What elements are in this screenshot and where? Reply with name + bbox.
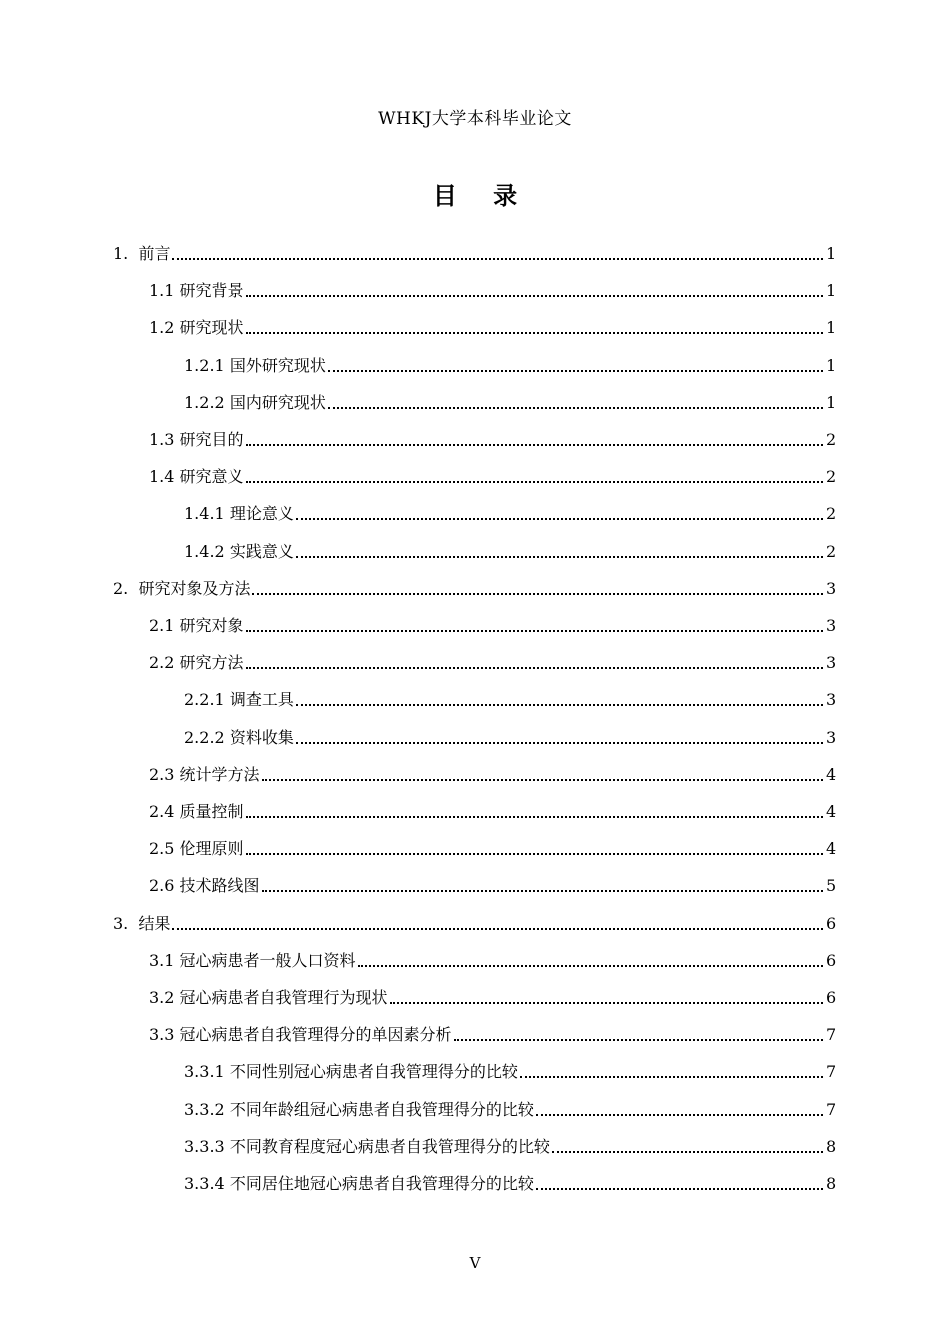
toc-entry-number: 3.1 (149, 950, 175, 970)
toc-entry-number: 2.2.1 (184, 690, 225, 710)
toc-entry-page: 1 (826, 355, 837, 375)
toc-entry-number: 2.6 (149, 876, 175, 896)
toc-entry-page: 8 (826, 1136, 837, 1156)
toc-entry-number: 2.2 (149, 653, 175, 673)
toc-entry-title: 冠心病患者自我管理得分的单因素分析 (179, 1025, 452, 1045)
toc-entry-number: 2.2.2 (184, 727, 225, 747)
dot-leader (246, 816, 823, 818)
toc-entry-number: 3.3.2 (184, 1099, 225, 1119)
toc-entry-title: 理论意义 (229, 504, 294, 524)
toc-entry-title: 前言 (138, 244, 171, 263)
toc-entry-number: 3.3 (149, 1025, 175, 1045)
dot-leader (390, 1002, 823, 1004)
toc-entry-number: 2.1 (149, 616, 175, 635)
toc-entry[interactable] (0, 872, 950, 896)
toc-entry[interactable] (0, 947, 950, 971)
toc-entry[interactable] (0, 1096, 950, 1120)
dot-leader (262, 779, 823, 781)
toc-entry-title: 研究方法 (179, 653, 244, 673)
toc-entry-title: 研究目的 (179, 430, 244, 449)
dot-leader (246, 481, 823, 483)
dot-leader (536, 1188, 823, 1190)
dot-leader (246, 630, 823, 632)
toc-entry[interactable] (0, 1133, 950, 1157)
toc-entry-number: 3.2 (149, 988, 175, 1007)
toc-entry-page: 1 (826, 392, 837, 412)
toc-entry-number: 1.4 (149, 467, 175, 487)
toc-entry-page: 6 (826, 913, 837, 933)
toc-entry-page: 4 (826, 802, 837, 821)
dot-leader (172, 928, 823, 930)
toc-entry-title: 研究对象 (179, 616, 244, 635)
dot-leader (252, 593, 823, 595)
dot-leader (536, 1114, 823, 1116)
toc-entry[interactable] (0, 910, 950, 934)
toc-entry-title: 冠心病患者自我管理行为现状 (179, 988, 388, 1007)
toc-entry-title: 研究背景 (179, 281, 244, 301)
toc-entry-page: 1 (826, 318, 837, 338)
toc-entry-page: 5 (826, 876, 837, 896)
toc-entry[interactable] (0, 1058, 950, 1082)
dot-leader (246, 444, 823, 446)
toc-entry-page: 1 (826, 244, 837, 263)
toc-entry-number: 3.3.4 (184, 1174, 225, 1193)
toc-entry[interactable] (0, 798, 950, 822)
toc-entry-number: 1. (113, 244, 129, 263)
dot-leader (296, 556, 823, 558)
dot-leader (358, 965, 823, 967)
toc-entry-page: 6 (826, 950, 837, 970)
dot-leader (296, 742, 823, 744)
dot-leader (246, 332, 823, 334)
toc-entry-title: 结果 (138, 913, 171, 933)
toc-entry[interactable] (0, 984, 950, 1008)
dot-leader (296, 518, 823, 520)
toc-entry-title: 不同性别冠心病患者自我管理得分的比较 (229, 1062, 518, 1082)
dot-leader (552, 1151, 823, 1153)
toc-entry-page: 1 (826, 281, 837, 301)
toc-entry-title: 国外研究现状 (229, 355, 326, 375)
toc-entry-title: 伦理原则 (179, 839, 244, 859)
toc-entry-page: 4 (826, 839, 837, 859)
document-header: WHKJ大学本科毕业论文 (378, 109, 572, 129)
toc-entry-title: 研究现状 (179, 318, 244, 338)
toc-entry[interactable] (0, 463, 950, 487)
toc-entry-title: 研究对象及方法 (138, 578, 251, 598)
dot-leader (520, 1076, 823, 1078)
toc-entry[interactable] (0, 575, 950, 599)
dot-leader (262, 890, 823, 892)
toc-entry[interactable] (0, 314, 950, 338)
toc-entry[interactable] (0, 1170, 950, 1194)
toc-entry-page: 3 (826, 690, 837, 710)
toc-entry-page: 2 (826, 430, 837, 449)
toc-entry[interactable] (0, 500, 950, 524)
toc-entry[interactable] (0, 1021, 950, 1045)
toc-entry[interactable] (0, 538, 950, 562)
toc-entry-title: 不同年龄组冠心病患者自我管理得分的比较 (229, 1099, 534, 1119)
toc-entry-page: 3 (826, 727, 837, 747)
toc-entry-page: 3 (826, 653, 837, 673)
toc-entry-title: 不同教育程度冠心病患者自我管理得分的比较 (229, 1136, 550, 1156)
toc-entry-page: 2 (826, 467, 837, 487)
toc-entry-page: 8 (826, 1174, 837, 1193)
toc-entry[interactable] (0, 612, 950, 636)
toc-entry-number: 3.3.1 (184, 1062, 225, 1082)
toc-entry-title: 质量控制 (179, 802, 244, 821)
toc-entry-number: 1.2.2 (184, 392, 225, 412)
dot-leader (454, 1039, 823, 1041)
toc-entry-number: 2.3 (149, 764, 175, 784)
toc-entry-title: 国内研究现状 (229, 392, 326, 412)
toc-entry-title: 技术路线图 (179, 876, 260, 896)
toc-entry-number: 1.3 (149, 430, 175, 449)
toc-entry-page: 4 (826, 764, 837, 784)
dot-leader (246, 295, 823, 297)
toc-entry[interactable] (0, 649, 950, 673)
toc-entry[interactable] (0, 240, 950, 264)
toc-entry-title: 冠心病患者一般人口资料 (179, 950, 356, 970)
toc-entry-number: 1.1 (149, 281, 175, 301)
dot-leader (246, 853, 823, 855)
toc-entry-page: 6 (826, 988, 837, 1007)
toc-entry-page: 7 (826, 1025, 837, 1045)
toc-entry-number: 3.3.3 (184, 1136, 225, 1156)
toc-entry-title: 不同居住地冠心病患者自我管理得分的比较 (229, 1174, 534, 1193)
toc-entry-number: 3. (113, 913, 129, 933)
toc-entry-title: 资料收集 (229, 727, 294, 747)
toc-entry-title: 实践意义 (229, 541, 294, 561)
toc-entry-title: 研究意义 (179, 467, 244, 487)
dot-leader (246, 667, 823, 669)
toc-entry[interactable] (0, 277, 950, 301)
toc-entry-number: 1.4.2 (184, 541, 225, 561)
toc-entry-title: 调查工具 (229, 690, 294, 710)
toc-entry-page: 3 (826, 578, 837, 598)
toc-entry-number: 2. (113, 578, 129, 598)
dot-leader (328, 370, 823, 372)
toc-entry-number: 2.5 (149, 839, 175, 859)
dot-leader (296, 704, 823, 706)
toc-entry-number: 2.4 (149, 802, 175, 821)
toc-entry-number: 1.4.1 (184, 504, 225, 524)
page-number: V (469, 1254, 481, 1272)
toc-entry[interactable] (0, 686, 950, 710)
toc-entry-page: 7 (826, 1099, 837, 1119)
toc-entry-number: 1.2 (149, 318, 175, 338)
toc-entry-title: 统计学方法 (179, 764, 260, 784)
toc-entry[interactable] (0, 352, 950, 376)
toc-entry-page: 3 (826, 616, 837, 635)
toc-entry-number: 1.2.1 (184, 355, 225, 375)
dot-leader (328, 407, 823, 409)
toc-title: 目 录 (432, 182, 532, 210)
dot-leader (172, 258, 823, 260)
toc-entry-page: 7 (826, 1062, 837, 1082)
toc-entry[interactable] (0, 724, 950, 748)
toc-entry[interactable] (0, 389, 950, 413)
toc-entry-page: 2 (826, 541, 837, 561)
toc-entry[interactable] (0, 835, 950, 859)
toc-entry[interactable] (0, 761, 950, 785)
toc-entry[interactable] (0, 426, 950, 450)
toc-entry-page: 2 (826, 504, 837, 524)
